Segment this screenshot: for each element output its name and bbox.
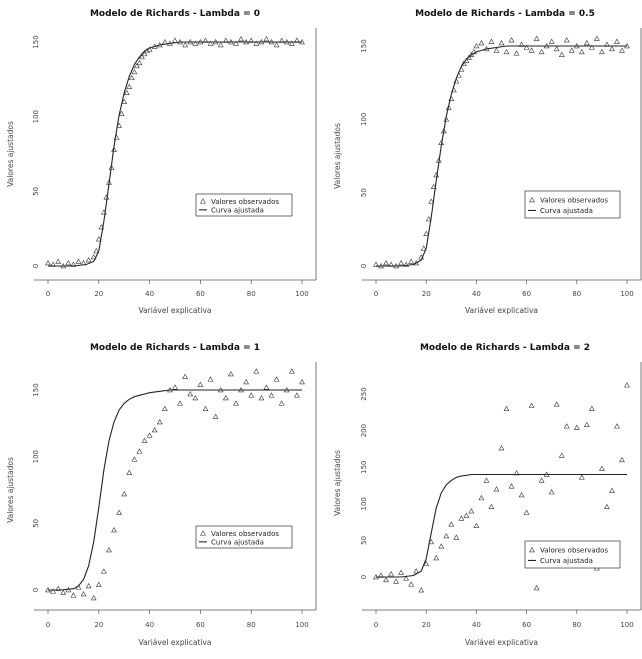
x-tick-label: 80 bbox=[246, 621, 256, 629]
observed-point bbox=[183, 43, 188, 47]
observed-point bbox=[127, 84, 132, 88]
observed-point bbox=[620, 457, 625, 461]
observed-point bbox=[399, 261, 404, 265]
x-tick-label: 80 bbox=[572, 290, 582, 298]
chart-panel-2 bbox=[333, 9, 641, 315]
observed-point bbox=[162, 40, 167, 44]
observed-point bbox=[384, 261, 389, 265]
observed-point bbox=[234, 401, 239, 405]
x-tick-label: 40 bbox=[471, 290, 481, 298]
observed-point bbox=[81, 592, 86, 596]
fitted-curve-line bbox=[48, 42, 302, 266]
observed-point bbox=[264, 385, 269, 389]
observed-point bbox=[122, 492, 127, 496]
observed-point bbox=[439, 544, 444, 548]
observed-point bbox=[152, 428, 157, 432]
observed-point bbox=[579, 475, 584, 479]
observed-point bbox=[269, 393, 274, 397]
observed-point bbox=[409, 259, 414, 263]
observed-point bbox=[489, 504, 494, 508]
y-axis-label: Valores ajustados bbox=[6, 121, 15, 187]
observed-point bbox=[464, 513, 469, 517]
observed-point bbox=[459, 516, 464, 520]
observed-point bbox=[549, 39, 554, 43]
observed-point bbox=[514, 51, 519, 55]
observed-point bbox=[519, 493, 524, 497]
observed-point bbox=[173, 385, 178, 389]
observed-point bbox=[193, 396, 198, 400]
observed-point bbox=[218, 43, 223, 47]
observed-point bbox=[117, 510, 122, 514]
observed-point bbox=[183, 374, 188, 378]
observed-point bbox=[504, 406, 509, 410]
observed-point bbox=[178, 401, 183, 405]
observed-point bbox=[554, 402, 559, 406]
observed-point bbox=[479, 41, 484, 45]
x-tick-label: 100 bbox=[295, 290, 309, 298]
observed-point bbox=[564, 424, 569, 428]
observed-point bbox=[61, 590, 66, 594]
y-tick-label: 50 bbox=[32, 186, 40, 196]
x-tick-label: 0 bbox=[373, 621, 379, 629]
x-tick-label: 40 bbox=[145, 621, 155, 629]
observed-point bbox=[615, 39, 620, 43]
legend-label: Valores observados bbox=[540, 196, 609, 205]
observed-point bbox=[389, 572, 394, 576]
y-tick-label: 100 bbox=[360, 112, 368, 127]
y-tick-label: 150 bbox=[360, 39, 368, 53]
observed-point bbox=[127, 470, 132, 474]
observed-point bbox=[584, 41, 589, 45]
observed-point bbox=[46, 261, 51, 265]
observed-point bbox=[409, 582, 414, 586]
observed-point bbox=[132, 457, 137, 461]
observed-point bbox=[132, 69, 137, 73]
fitted-curve-line bbox=[48, 390, 302, 590]
x-tick-label: 100 bbox=[620, 290, 634, 298]
x-tick-label: 0 bbox=[45, 621, 51, 629]
observed-point bbox=[534, 36, 539, 40]
x-tick-label: 20 bbox=[94, 621, 104, 629]
y-tick-label: 100 bbox=[32, 449, 40, 464]
y-tick-label: 50 bbox=[32, 518, 40, 528]
observed-point bbox=[534, 586, 539, 590]
x-tick-label: 40 bbox=[145, 290, 155, 298]
observed-point bbox=[56, 259, 61, 263]
x-tick-label: 80 bbox=[246, 290, 256, 298]
observed-point bbox=[549, 490, 554, 494]
observed-point bbox=[559, 453, 564, 457]
legend-label: Valores observados bbox=[211, 197, 280, 206]
observed-point bbox=[228, 372, 233, 376]
observed-point bbox=[449, 522, 454, 526]
observed-point bbox=[625, 383, 630, 387]
y-tick-label: 0 bbox=[360, 263, 368, 269]
chart-title: Modelo de Richards - Lambda = 1 bbox=[89, 343, 261, 353]
x-tick-label: 40 bbox=[471, 621, 481, 629]
observed-point bbox=[569, 48, 574, 52]
observed-point bbox=[213, 414, 218, 418]
observed-point bbox=[86, 258, 91, 262]
observed-point bbox=[489, 39, 494, 43]
observed-point bbox=[71, 593, 76, 597]
observed-point bbox=[594, 36, 599, 40]
x-tick-label: 20 bbox=[421, 290, 431, 298]
observed-point bbox=[574, 425, 579, 429]
observed-point bbox=[208, 377, 213, 381]
observed-point bbox=[244, 380, 249, 384]
x-axis-label: Variável explicativa bbox=[138, 638, 212, 647]
y-tick-label: 50 bbox=[360, 188, 368, 198]
x-tick-label: 60 bbox=[195, 621, 205, 629]
observed-point bbox=[620, 48, 625, 52]
y-tick-label: 100 bbox=[360, 497, 368, 511]
observed-point bbox=[157, 420, 162, 424]
observed-point bbox=[579, 49, 584, 53]
observed-point bbox=[499, 446, 504, 450]
observed-point bbox=[484, 478, 489, 482]
observed-point bbox=[610, 488, 615, 492]
y-tick-label: 0 bbox=[32, 587, 40, 593]
observed-point bbox=[86, 584, 91, 588]
observed-point bbox=[274, 43, 279, 47]
y-axis-label: Valores ajustados bbox=[333, 123, 342, 189]
observed-point bbox=[454, 535, 459, 539]
observed-point bbox=[394, 579, 399, 583]
observed-point bbox=[295, 393, 300, 397]
observed-point bbox=[147, 433, 152, 437]
x-axis-label: Variável explicativa bbox=[464, 306, 539, 315]
observed-point bbox=[173, 38, 178, 42]
observed-point bbox=[529, 48, 534, 52]
chart-panel-4 bbox=[333, 343, 641, 647]
observed-point bbox=[494, 487, 499, 491]
chart-title: Modelo de Richards - Lambda = 0 bbox=[89, 9, 261, 19]
observed-point bbox=[129, 75, 134, 79]
observed-point bbox=[469, 509, 474, 513]
chart-title: Modelo de Richards - Lambda = 0.5 bbox=[415, 9, 595, 19]
observed-point bbox=[289, 369, 294, 373]
observed-point bbox=[264, 37, 269, 41]
fitted-curve-line bbox=[376, 46, 627, 266]
y-tick-label: 0 bbox=[360, 574, 368, 580]
observed-point bbox=[605, 504, 610, 508]
observed-point bbox=[559, 52, 564, 56]
observed-point bbox=[91, 596, 96, 600]
x-tick-label: 100 bbox=[620, 621, 634, 629]
x-tick-label: 100 bbox=[295, 621, 309, 629]
observed-point bbox=[259, 396, 264, 400]
x-tick-label: 60 bbox=[522, 621, 532, 629]
y-tick-label: 150 bbox=[32, 383, 40, 397]
observed-point bbox=[474, 44, 479, 48]
observed-point bbox=[142, 438, 147, 442]
observed-point bbox=[162, 406, 167, 410]
y-tick-label: 0 bbox=[32, 263, 40, 269]
x-tick-label: 0 bbox=[373, 290, 379, 298]
y-axis-label: Valores ajustados bbox=[333, 450, 342, 516]
x-axis-label: Variável explicativa bbox=[138, 306, 212, 315]
observed-point bbox=[474, 523, 479, 527]
observed-point bbox=[254, 369, 259, 373]
observed-point bbox=[539, 49, 544, 53]
observed-point bbox=[137, 61, 142, 65]
observed-point bbox=[76, 259, 81, 263]
observed-point bbox=[564, 38, 569, 42]
y-tick-label: 250 bbox=[360, 387, 368, 401]
y-tick-label: 100 bbox=[32, 109, 40, 124]
x-axis-label: Variável explicativa bbox=[464, 638, 539, 647]
chart-panel-1 bbox=[6, 9, 316, 315]
observed-point bbox=[600, 49, 605, 53]
x-tick-label: 20 bbox=[94, 290, 104, 298]
y-tick-label: 200 bbox=[360, 423, 368, 438]
observed-point bbox=[554, 47, 559, 51]
legend-label: Curva ajustada bbox=[211, 538, 264, 547]
observed-point bbox=[399, 570, 404, 574]
observed-point bbox=[101, 569, 106, 573]
observed-point bbox=[584, 422, 589, 426]
observed-point bbox=[509, 38, 514, 42]
y-axis-label: Valores ajustados bbox=[6, 457, 15, 523]
x-tick-label: 20 bbox=[421, 621, 431, 629]
observed-point bbox=[239, 37, 244, 41]
observed-point bbox=[107, 548, 112, 552]
x-tick-label: 80 bbox=[572, 621, 582, 629]
observed-point bbox=[494, 48, 499, 52]
observed-point bbox=[444, 534, 449, 538]
observed-point bbox=[274, 377, 279, 381]
observed-point bbox=[539, 478, 544, 482]
chart-panel-3 bbox=[6, 343, 316, 647]
observed-point bbox=[509, 484, 514, 488]
legend-label: Valores observados bbox=[540, 546, 609, 555]
observed-point bbox=[279, 401, 284, 405]
x-tick-label: 0 bbox=[45, 290, 51, 298]
x-tick-label: 60 bbox=[522, 290, 532, 298]
observed-point bbox=[610, 47, 615, 51]
observed-point bbox=[198, 382, 203, 386]
legend-label: Valores observados bbox=[211, 529, 280, 538]
observed-point bbox=[96, 582, 101, 586]
observed-point bbox=[589, 406, 594, 410]
observed-point bbox=[104, 195, 109, 199]
observed-point bbox=[434, 173, 439, 177]
observed-point bbox=[223, 396, 228, 400]
observed-point bbox=[249, 393, 254, 397]
observed-point bbox=[203, 406, 208, 410]
observed-point bbox=[66, 261, 71, 265]
observed-point bbox=[479, 496, 484, 500]
y-tick-label: 150 bbox=[32, 35, 40, 49]
observed-point bbox=[300, 380, 305, 384]
observed-point bbox=[615, 424, 620, 428]
y-tick-label: 150 bbox=[360, 460, 368, 474]
observed-point bbox=[504, 49, 509, 53]
observed-point bbox=[529, 403, 534, 407]
observed-point bbox=[384, 578, 389, 582]
observed-point bbox=[524, 510, 529, 514]
observed-point bbox=[419, 588, 424, 592]
chart-title: Modelo de Richards - Lambda = 2 bbox=[419, 343, 591, 353]
legend-label: Curva ajustada bbox=[540, 556, 593, 565]
y-tick-label: 50 bbox=[360, 535, 368, 545]
legend-label: Curva ajustada bbox=[540, 206, 593, 215]
observed-point bbox=[600, 466, 605, 470]
observed-point bbox=[137, 449, 142, 453]
legend-label: Curva ajustada bbox=[211, 206, 264, 215]
observed-point bbox=[112, 528, 117, 532]
observed-point bbox=[434, 556, 439, 560]
x-tick-label: 60 bbox=[195, 290, 205, 298]
observed-point bbox=[499, 41, 504, 45]
observed-point bbox=[188, 392, 193, 396]
